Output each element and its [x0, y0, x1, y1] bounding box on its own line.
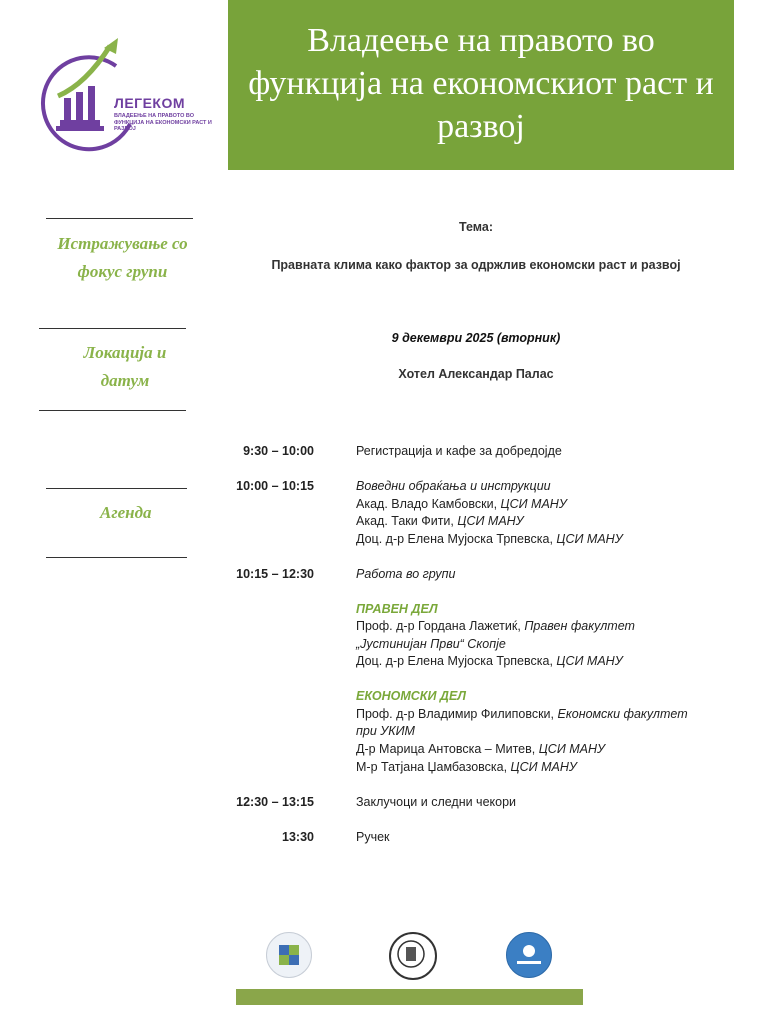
speaker: Д-р Марица Антовска – Митев, ЦСИ МАНУ [356, 742, 606, 756]
speaker-org: при УКИМ [356, 724, 415, 738]
logo-tagline: ВЛАДЕЕЊЕ НА ПРАВОТО ВО ФУНКЦИЈА НА ЕКОНОМСКИ РАСТ И РАЗВОЈ [114, 113, 212, 132]
footer-bar [236, 989, 583, 1005]
agenda-time: 10:15 – 12:30 [236, 567, 314, 581]
speaker: Доц. д-р Елена Мујоска Трпевска, ЦСИ МАНУ [356, 654, 623, 668]
speaker: М-р Татјана Џамбазовска, ЦСИ МАНУ [356, 760, 577, 774]
agenda-item: Воведни обраќања и инструкции [356, 479, 551, 493]
section-heading-legal: ПРАВЕН ДЕЛ [356, 602, 438, 616]
partner-logo-emblem-icon [506, 932, 552, 978]
speaker: Проф. д-р Владимир Филиповски, Економски факултет [356, 707, 688, 721]
agenda-item: Работа во групи [356, 567, 456, 581]
speaker-org: „Јустинијан Први“ Скопје [356, 637, 506, 651]
page-title: Владеење на правото во функција на економскиот раст и развој [248, 21, 714, 145]
logo-name: ЛЕГЕКОМ [114, 95, 186, 111]
agenda-item: Регистрација и кафе за добредојде [356, 444, 562, 458]
topic-label: Тема: [459, 220, 493, 234]
speaker: Акад. Таки Фити, ЦСИ МАНУ [356, 514, 524, 528]
title-banner [228, 0, 734, 170]
speaker: Проф. д-р Гордана Лажетиќ, Правен факултет [356, 619, 635, 633]
agenda-time: 12:30 – 13:15 [236, 795, 314, 809]
divider [46, 557, 187, 558]
section-heading-economic: ЕКОНОМСКИ ДЕЛ [356, 689, 467, 703]
side-label-research: Истражување со фокус групи [57, 234, 188, 281]
divider [39, 410, 186, 411]
speaker: Доц. д-р Елена Мујоска Трпевска, ЦСИ МАНУ [356, 532, 623, 546]
partner-logo-puzzle-icon [266, 932, 312, 978]
logo-emblem-icon [38, 36, 208, 152]
agenda-item: Ручек [356, 830, 390, 844]
agenda-item: Заклучоци и следни чекори [356, 795, 517, 809]
agenda-time: 13:30 [282, 830, 314, 844]
partner-logo-seal-icon [389, 932, 437, 980]
legekom-logo [38, 36, 212, 152]
topic-text: Правната клима како фактор за одржлив економски раст и развој [271, 258, 681, 272]
agenda-time: 10:00 – 10:15 [236, 479, 314, 493]
event-date: 9 декември 2025 (вторник) [391, 331, 561, 345]
side-label-location: Локација и датум [83, 343, 167, 390]
divider [46, 488, 187, 489]
divider [39, 328, 186, 329]
event-venue: Хотел Александар Палас [398, 367, 554, 381]
agenda-time: 9:30 – 10:00 [243, 444, 314, 458]
speaker: Акад. Владо Камбовски, ЦСИ МАНУ [356, 497, 567, 511]
divider [46, 218, 193, 219]
side-label-agenda: Агенда [100, 503, 152, 522]
